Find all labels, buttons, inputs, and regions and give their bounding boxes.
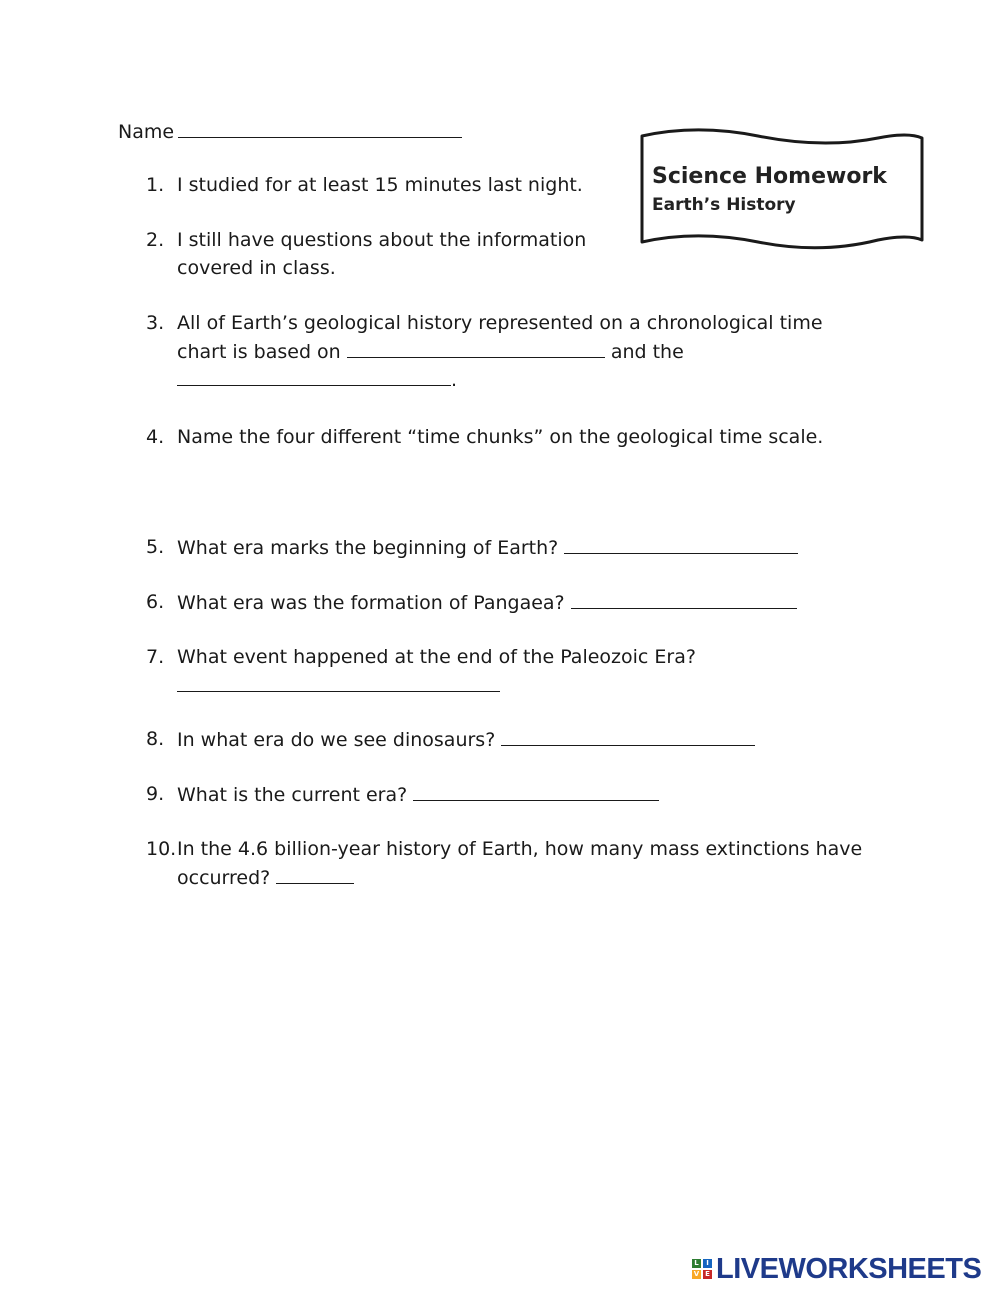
question-number: 1. [146,174,165,196]
question-number: 2. [146,229,165,251]
question-text: What is the current era? [177,784,408,806]
answer-blank[interactable] [564,533,798,554]
answer-blank-2[interactable] [177,365,451,386]
question-text-line [177,337,684,366]
question-number: 4. [146,426,165,448]
question-text-line [177,863,354,892]
question-number: 10. [146,838,177,860]
question-text: Name the four different “time chunks” on the geological time scale. [177,426,824,448]
answer-blank[interactable] [413,780,659,801]
question-text: occurred? [177,867,271,889]
question-number: 5. [146,536,165,558]
question-text: What era marks the beginning of Earth? [177,537,559,559]
period-mark: . [451,369,458,391]
question-number: 8. [146,728,165,750]
logo-squares-icon [692,1259,712,1279]
answer-line [177,671,500,700]
question-number: 9. [146,783,165,805]
logo-square: I [703,1259,712,1268]
name-line [118,117,462,145]
logo-square: V [693,1270,700,1278]
name-label: Name [118,121,175,143]
question-number: 3. [146,312,165,334]
logo-square: E [703,1270,712,1279]
answer-blank-1[interactable] [347,337,605,358]
question-number: 7. [146,646,165,668]
question-text: What event happened at the end of the Paleozoic Era? [177,646,696,668]
answer-blank[interactable] [177,671,500,692]
banner-title: Science Homework [652,164,887,189]
question-text-line [177,365,457,394]
question-text: covered in class. [177,257,336,279]
question-text-line [177,533,798,562]
question-text-line [177,780,659,809]
question-text: In the 4.6 billion-year history of Earth, how many mass extinctions have [177,838,863,860]
question-text: In what era do we see dinosaurs? [177,729,496,751]
question-text-line [177,588,797,617]
question-text: All of Earth’s geological history represented on a chronological time [177,312,823,334]
banner-subtitle: Earth’s History [652,195,796,215]
logo-text: LIVEWORKSHEETS [716,1252,982,1285]
question-text: I studied for at least 15 minutes last night. [177,174,583,196]
question-text: What era was the formation of Pangaea? [177,592,565,614]
logo-square: L [692,1259,701,1268]
question-text-part: chart is based on [177,341,341,363]
answer-blank[interactable] [276,863,354,884]
question-number: 6. [146,591,165,613]
question-text-line [177,725,755,754]
question-text: I still have questions about the information [177,229,587,251]
name-input-blank[interactable] [178,117,462,138]
answer-blank[interactable] [501,725,755,746]
question-text-part: and the [610,341,684,363]
answer-blank[interactable] [571,588,797,609]
liveworksheets-logo[interactable] [692,1254,981,1284]
banner-flag-shape [638,128,926,252]
